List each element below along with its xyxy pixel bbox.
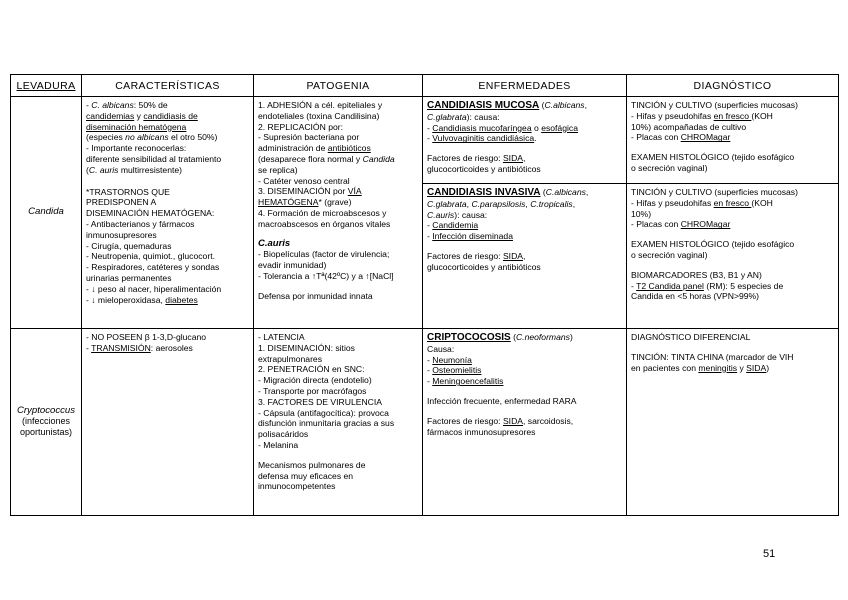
diagnostico-mucosa: TINCIÓN y CULTIVO (superficies mucosas) - Hifas y pseudohifas en fresco (KOH 10%) acompañadas de cultivo - Placas con CHROMagar EXAMEN HISTOLÓGICO (tejido esofágico o secreción vaginal) xyxy=(627,97,838,184)
yeast-name-candida: Candida xyxy=(11,97,82,329)
crypto-diagnostico: DIAGNÓSTICO DIFERENCIAL TINCIÓN: TINTA CHINA (marcador de VIH en pacientes con meningitis y SIDA) xyxy=(627,329,839,516)
header-levadura: LEVADURA xyxy=(11,75,82,97)
candida-diagnostico xyxy=(627,97,839,329)
yeast-table xyxy=(10,74,839,516)
header-diagnostico: DIAGNÓSTICO xyxy=(627,75,839,97)
crypto-caracteristicas: - NO POSEEN β 1-3,D-glucano - TRANSMISIÓN: aerosoles xyxy=(82,329,254,516)
row-candida xyxy=(11,97,839,329)
candida-caracteristicas: - C. albicans: 50% de candidemias y candidiasis de diseminación hematógena (especies no albicans el otro 50%) - Importante reconocerlas: diferente sensibilidad al tratamiento (C. auris multirresistente) *TRASTORNOS QUE PREDISPONEN A DISEMINACIÓN HEMATÓGENA: - Antibacterianos y fármacos inmunosupresores - Cirugía, quemaduras - Neutropenia, quimiot., glucocort. - Respiradores, catéteres y sondas urinarias permanentes - ↓ peso al nacer, hiperalimentación - ↓ mieloperoxidasa, diabetes xyxy=(82,97,254,329)
row-cryptococcus xyxy=(11,329,839,516)
header-enfermedades: ENFERMEDADES xyxy=(423,75,627,97)
header-row xyxy=(11,75,839,97)
diagnostico-invasiva: TINCIÓN y CULTIVO (superficies mucosas) - Hifas y pseudohifas en fresco (KOH 10%) - Placas con CHROMagar EXAMEN HISTOLÓGICO (tejido esofágico o secreción vaginal) BIOMARCADORES (B3, B1 y AN) - T2 Candida panel (RM): 5 especies de Candida en <5 horas (VPN>99%) xyxy=(631,187,798,302)
header-patogenia: PATOGENIA xyxy=(254,75,423,97)
candida-enfermedades xyxy=(423,97,627,329)
page-number: 51 xyxy=(763,548,776,560)
yeast-name-cryptococcus: Cryptococcus (infecciones oportunistas) xyxy=(11,329,82,516)
candidiasis-mucosa: CANDIDIASIS MUCOSA (C.albicans, C.glabrata): causa: - Candidiasis mucofaríngea o esofágica - Vulvovaginitis candidiásica. Factores de riesgo: SIDA, glucocorticoides y antibióticos xyxy=(423,97,626,184)
candidiasis-invasiva: CANDIDIASIS INVASIVA (C.albicans, C.glabrata, C.parapsilosis, C.tropicalis, C.auris): causa: - Candidemia - Infección diseminada Factores de riesgo: SIDA, glucocorticoides y antibióticos xyxy=(427,187,589,272)
header-caracteristicas: CARACTERÍSTICAS xyxy=(82,75,254,97)
crypto-patogenia: - LATENCIA 1. DISEMINACIÓN: sitios extrapulmonares 2. PENETRACIÓN en SNC: - Migración directa (endotelio) - Transporte por macrófagos 3. FACTORES DE VIRULENCIA - Cápsula (antifagocítica): provoca disfunción inmunitaria gracias a sus polisacáridos - Melanina Mecanismos pulmonares de defensa muy eficaces en inmunocompetentes xyxy=(254,329,423,516)
crypto-enfermedades: CRIPTOCOCOSIS (C.neoformans) Causa: - Neumonía - Osteomielitis - Meningoencefalitis Infección frecuente, enfermedad RARA Factores de riesgo: SIDA, sarcoidosis, fármacos inmunosupresores xyxy=(423,329,627,516)
candida-patogenia: 1. ADHESIÓN a cél. epiteliales y endoteliales (toxina Candilisina) 2. REPLICACIÓN por: - Supresión bacteriana por administración de antibióticos (desaparece flora normal y Candida se replica) - Catéter venoso central 3. DISEMINACIÓN por VÍA HEMATÓGENA* (grave) 4. Formación de microabscesos y macroabscesos en órganos vitales C.auris - Biopelículas (factor de virulencia; evadir inmunidad) - Tolerancia a ↑Tª(42ºC) y a ↑[NaCl] Defensa por inmunidad innata xyxy=(254,97,423,329)
